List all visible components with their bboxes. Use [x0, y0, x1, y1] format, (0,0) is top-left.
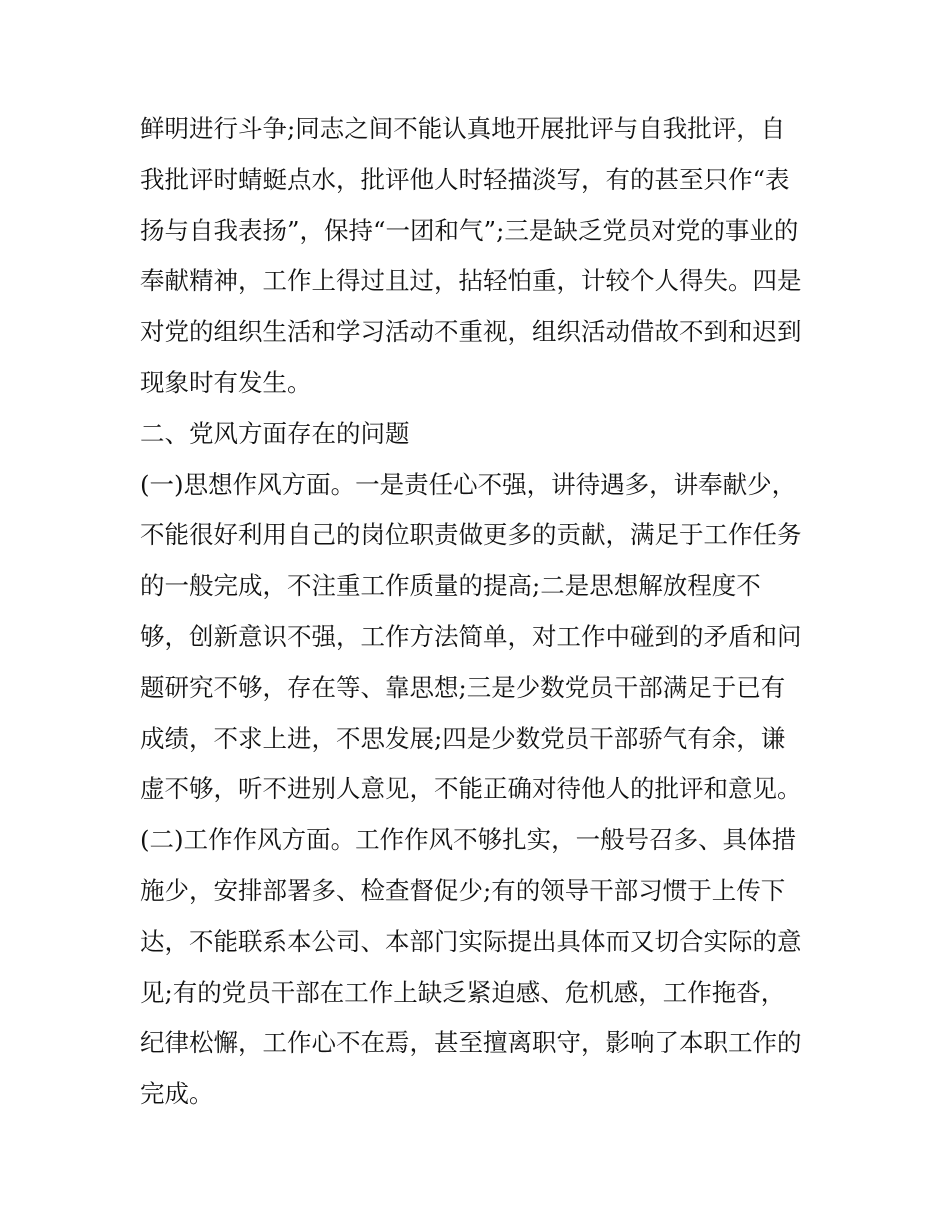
text-line: 奉献精神，工作上得过且过，拈轻怕重，计较个人得失。四是 — [140, 266, 802, 296]
text-line: 成绩，不求上进，不思发展;四是少数党员干部骄气有余，谦 — [140, 723, 786, 753]
text-line: 我批评时蜻蜓点水，批评他人时轻描淡写，有的甚至只作“表 — [140, 164, 790, 194]
text-line: 达，不能联系本公司、本部门实际提出具体而又切合实际的意 — [140, 926, 802, 956]
text-line: 扬与自我表扬”，保持“一团和气”;三是缺乏党员对党的事业的 — [140, 215, 799, 245]
section-heading: 二、党风方面存在的问题 — [140, 418, 410, 448]
text-line: 见;有的党员干部在工作上缺乏紧迫感、危机感，工作拖沓， — [140, 977, 786, 1007]
text-line: 的一般完成，不注重工作质量的提高;二是思想解放程度不 — [140, 571, 761, 601]
text-line: 完成。 — [140, 1079, 214, 1109]
text-line: 鲜明进行斗争;同志之间不能认真地开展批评与自我批评，自 — [140, 114, 786, 143]
text-line: 不能很好利用自己的岗位职责做更多的贡献，满足于工作任务 — [140, 520, 802, 550]
text-line: 虚不够，听不进别人意见，不能正确对待他人的批评和意见。 — [140, 774, 802, 804]
text-line: 对党的组织生活和学习活动不重视，组织活动借故不到和迟到 — [140, 317, 802, 347]
text-line: 现象时有发生。 — [140, 367, 312, 397]
text-line: 纪律松懈，工作心不在焉，甚至擅离职守，影响了本职工作的 — [140, 1028, 802, 1058]
text-line: (二)工作作风方面。工作作风不够扎实，一般号召多、具体措 — [140, 825, 797, 855]
text-line: (一)思想作风方面。一是责任心不强，讲待遇多，讲奉献少， — [140, 469, 797, 499]
text-line: 题研究不够，存在等、靠思想;三是少数党员干部满足于已有 — [140, 672, 786, 702]
document-body — [140, 104, 816, 1120]
text-line: 施少，安排部署多、检查督促少;有的领导干部习惯于上传下 — [140, 875, 786, 905]
text-line: 够，创新意识不强，工作方法简单，对工作中碰到的矛盾和问 — [140, 621, 802, 651]
